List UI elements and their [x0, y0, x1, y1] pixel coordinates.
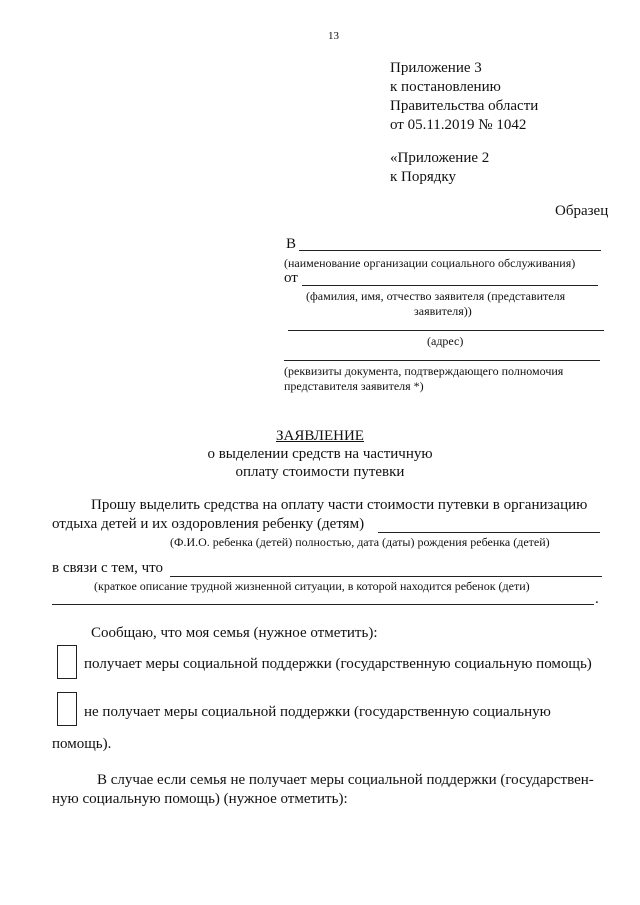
form-title: ЗАЯВЛЕНИЕ — [276, 428, 364, 444]
family-intro: Сообщаю, что моя семья (нужное отметить): — [91, 625, 378, 641]
addressee-to-underline — [299, 250, 601, 251]
reason-end: . — [595, 591, 599, 607]
sample-label: Образец — [555, 203, 609, 219]
addressee-from-underline — [302, 285, 598, 286]
page-number: 13 — [328, 30, 339, 42]
reason-underline-1 — [170, 576, 602, 577]
addressee-to-prefix: В — [286, 236, 297, 252]
request-line-1: Прошу выделить средства на оплату части стоимости путевки в организацию — [91, 497, 588, 513]
appendix-line-2: к постановлению — [390, 79, 501, 95]
appendix2-line-2: к Порядку — [390, 169, 456, 185]
reason-prefix: в связи с тем, что — [52, 560, 163, 576]
appendix-line-1: Приложение 3 — [390, 60, 482, 76]
docs-hint-2: представителя заявителя *) — [284, 379, 424, 393]
option-not-receives-checkbox[interactable] — [57, 692, 77, 726]
option-not-receives-label-1: не получает меры социальной поддержки (государственную социальную — [84, 704, 551, 720]
addressee-from-hint-2: заявителя)) — [414, 304, 472, 318]
case-line-1: В случае если семья не получает меры социальной поддержки (государствен- — [97, 772, 594, 788]
appendix-line-4: от 05.11.2019 № 1042 — [390, 117, 527, 133]
appendix2-line-1: «Приложение 2 — [390, 150, 490, 166]
reason-underline-2 — [52, 604, 594, 605]
docs-underline — [284, 360, 600, 361]
reason-hint: (краткое описание трудной жизненной ситуации, в которой находится ребенок (дети) — [94, 579, 530, 593]
form-subtitle-1: о выделении средств на частичную — [207, 446, 433, 462]
child-underline — [378, 532, 600, 533]
request-line-2: отдыха детей и их оздоровления ребенку (детям) — [52, 516, 365, 532]
form-subtitle-2: оплату стоимости путевки — [235, 464, 405, 480]
address-hint: (адрес) — [427, 334, 464, 348]
docs-hint-1: (реквизиты документа, подтверждающего полномочия — [284, 364, 564, 378]
appendix-line-3: Правительства области — [390, 98, 539, 114]
child-hint: (Ф.И.О. ребенка (детей) полностью, дата (даты) рождения ребенка (детей) — [170, 535, 550, 549]
option-not-receives-label-2: помощь). — [52, 736, 112, 752]
case-line-2: ную социальную помощь) (нужное отметить): — [52, 791, 348, 807]
address-underline — [288, 330, 604, 331]
option-receives-label: получает меры социальной поддержки (государственную социальную помощь) — [84, 656, 592, 672]
addressee-from-prefix: от — [284, 270, 298, 286]
addressee-to-hint: (наименование организации социального обслуживания) — [284, 256, 576, 270]
option-receives-checkbox[interactable] — [57, 645, 77, 679]
addressee-from-hint-1: (фамилия, имя, отчество заявителя (представителя — [306, 289, 566, 303]
